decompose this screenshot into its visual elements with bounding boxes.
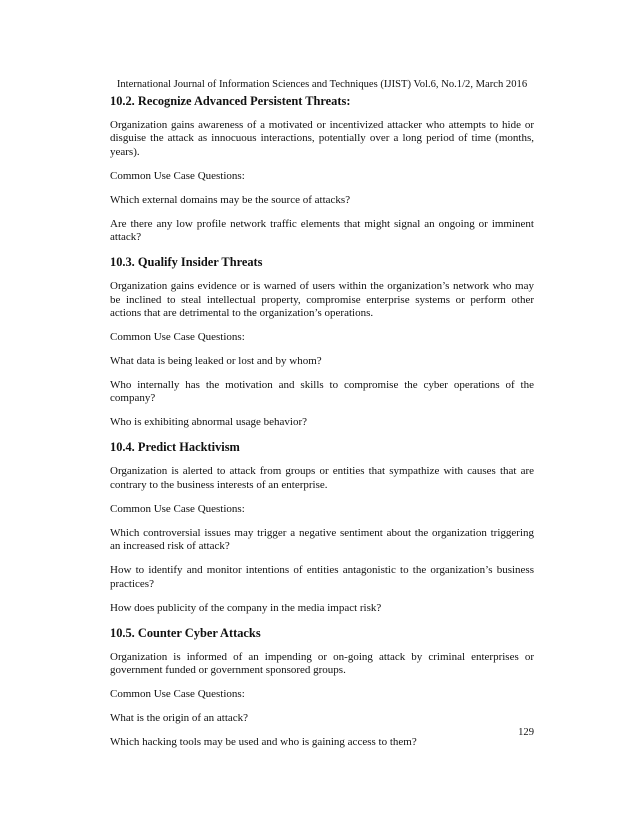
paragraph: Are there any low profile network traffic elements that might signal an ongoing or imminent attack? [110, 217, 534, 244]
page-number: 129 [518, 727, 534, 738]
paragraph: Who is exhibiting abnormal usage behavior? [110, 416, 308, 429]
paragraph: What data is being leaked or lost and by whom? [110, 355, 322, 368]
paragraph: Organization gains evidence or is warned of users within the organization’s network who may be inclined to steal intellectual property, compromise enterprise systems or perform other actions that are detrimental to the organization’s operations. [110, 280, 534, 320]
running-header: International Journal of Information Sciences and Techniques (IJIST) Vol.6, No.1/2, March 2016 [116, 79, 528, 90]
paragraph: Which controversial issues may trigger a negative sentiment about the organization triggering an increased risk of attack? [110, 526, 534, 553]
paragraph: Which external domains may be the source of attacks? [110, 193, 351, 206]
paragraph: How to identify and monitor intentions of entities antagonistic to the organization’s business practices? [110, 564, 534, 590]
section-heading: 10.5. Counter Cyber Attacks [110, 625, 261, 640]
section-heading: 10.4. Predict Hacktivism [110, 440, 240, 455]
paragraph: Organization is alerted to attack from groups or entities that sympathize with causes that are contrary to the business interests of an enterprise. [110, 465, 534, 491]
section-recognize-apt [110, 94, 534, 245]
section-heading: 10.2. Recognize Advanced Persistent Threats: [110, 94, 351, 108]
paragraph: Organization gains awareness of a motivated or incentivized attacker who attempts to hide or disguise the attack as innocuous interactions, potentially over a long period of time (months, years). [110, 119, 534, 158]
section-heading: 10.3. Qualify Insider Threats [110, 255, 263, 270]
paragraph: What is the origin of an attack? [110, 712, 249, 725]
paragraph: Common Use Case Questions: [110, 502, 245, 515]
paragraph: Who internally has the motivation and skills to compromise the cyber operations of the company? [110, 379, 534, 405]
section-insider-threats [110, 255, 534, 430]
section-hacktivism [110, 440, 534, 615]
paragraph: Common Use Case Questions: [110, 688, 245, 701]
paragraph: Organization is informed of an impending or on-going attack by criminal enterprises or government funded or government sponsored groups. [110, 650, 534, 677]
section-counter-attacks [110, 626, 534, 750]
page-body [110, 94, 534, 760]
paragraph: Which hacking tools may be used and who is gaining access to them? [110, 736, 417, 749]
paragraph: Common Use Case Questions: [110, 169, 245, 182]
paragraph: Common Use Case Questions: [110, 331, 245, 344]
paragraph: How does publicity of the company in the media impact risk? [110, 601, 382, 614]
